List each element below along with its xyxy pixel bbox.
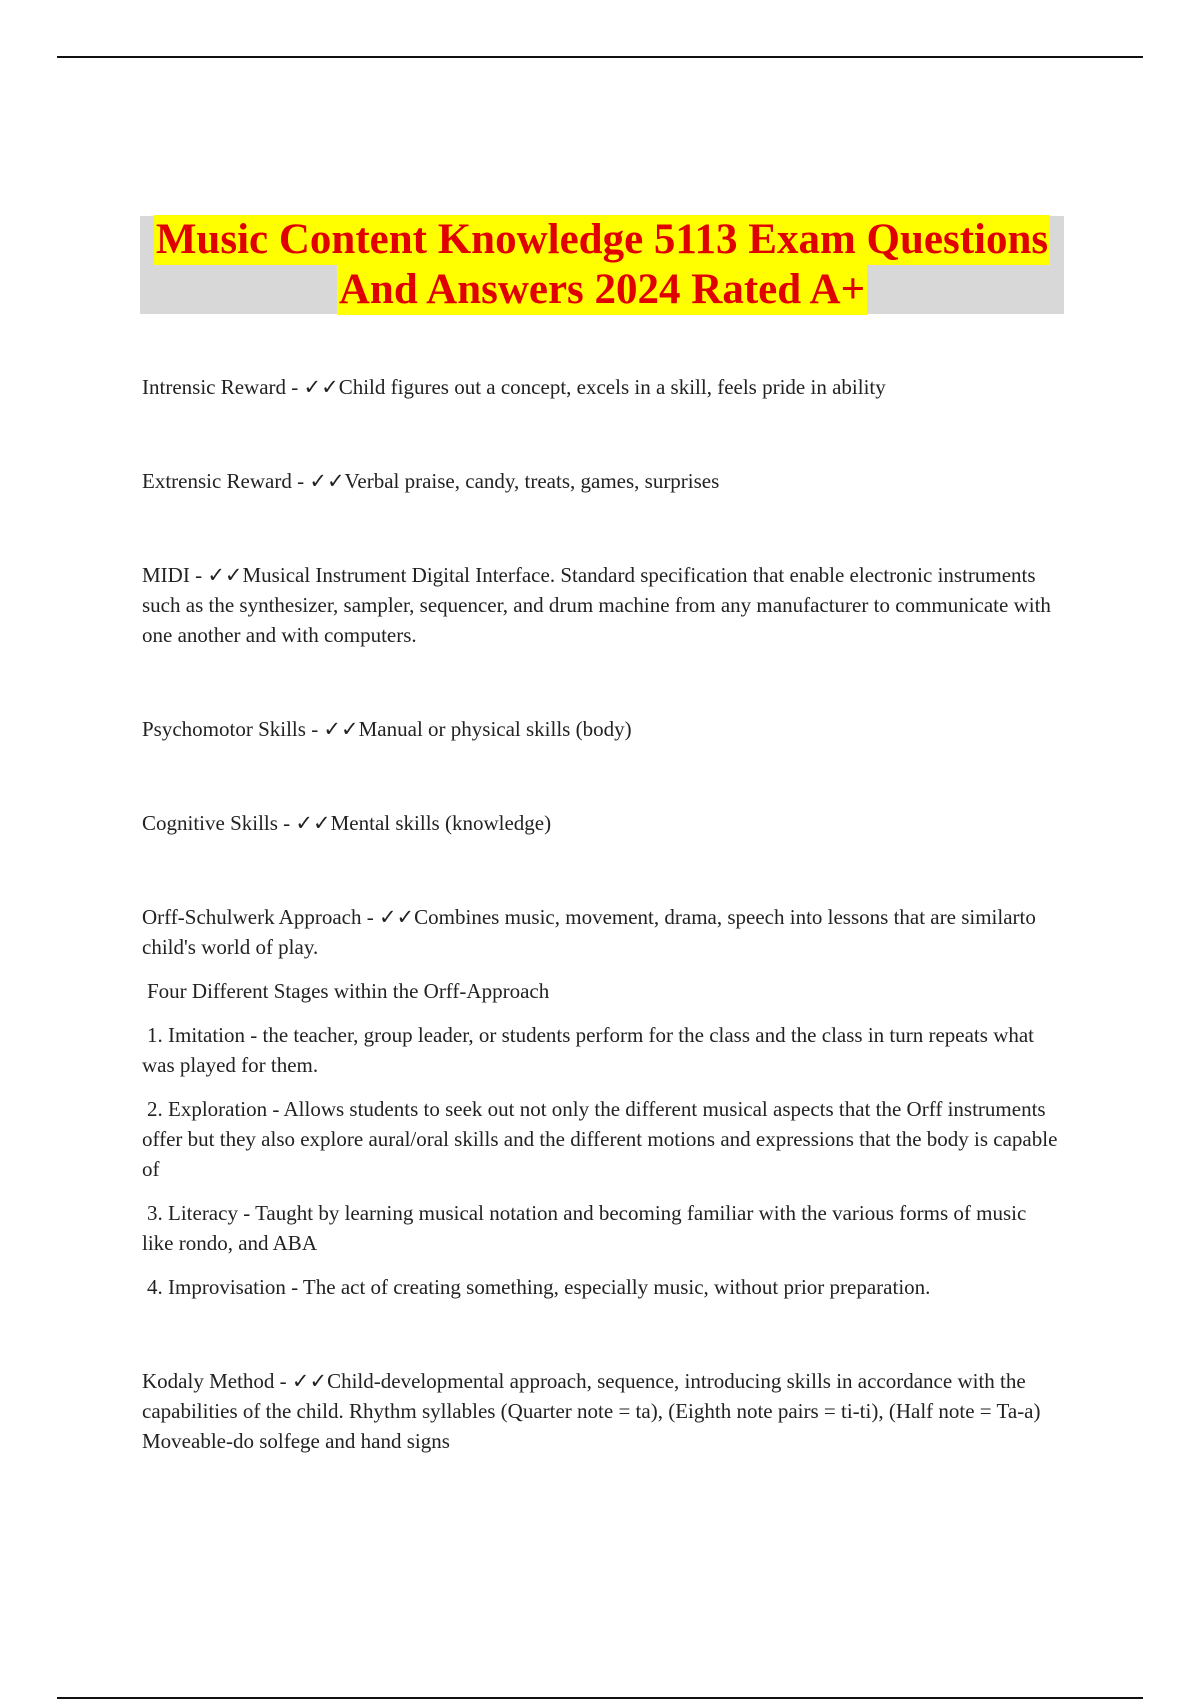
- entry-cognitive-skills: Cognitive Skills - ✓✓Mental skills (knowledge): [142, 811, 552, 835]
- orff-stage-imitation: 1. Imitation - the teacher, group leader, or students perform for the class and the class in turn repeats what was played for them.: [142, 1023, 1035, 1077]
- orff-stage-literacy: 3. Literacy - Taught by learning musical notation and becoming familiar with the various forms of music like rondo, and ABA: [142, 1201, 1027, 1255]
- entry-midi: MIDI - ✓✓Musical Instrument Digital Interface. Standard specification that enable electronic instruments such as the synthesizer, sampler, sequencer, and drum machine from any manufacturer to communicate with one another and with computers.: [142, 563, 1051, 647]
- title-line-2: And Answers 2024 Rated A+: [338, 266, 866, 313]
- entry-psychomotor-skills: Psychomotor Skills - ✓✓Manual or physical skills (body): [142, 717, 632, 741]
- orff-stage-improvisation: 4. Improvisation - The act of creating something, especially music, without prior preparation.: [147, 1275, 931, 1299]
- document-body: [142, 372, 1062, 1456]
- entry-extrinsic-reward: Extrensic Reward - ✓✓Verbal praise, candy, treats, games, surprises: [142, 469, 720, 493]
- title-box: [140, 216, 1064, 314]
- entry-kodaly-method: Kodaly Method - ✓✓Child-developmental approach, sequence, introducing skills in accordance with the capabilities of the child. Rhythm syllables (Quarter note = ta), (Eighth note pairs = ti-ti), (Half note = Ta-a) Moveable-do solfege and hand signs: [142, 1369, 1041, 1453]
- top-rule: [57, 56, 1143, 58]
- title-line-1: Music Content Knowledge 5113 Exam Questions: [155, 216, 1049, 263]
- orff-stages-title: Four Different Stages within the Orff-Approach: [147, 979, 550, 1003]
- entry-intrinsic-reward: Intrensic Reward - ✓✓Child figures out a concept, excels in a skill, feels pride in ability: [142, 375, 886, 399]
- orff-stage-exploration: 2. Exploration - Allows students to seek out not only the different musical aspects that the Orff instruments offer but they also explore aural/oral skills and the different motions and expressions that the body is capable of: [142, 1097, 1058, 1181]
- bottom-rule: [57, 1697, 1143, 1699]
- entry-orff-schulwerk: Orff-Schulwerk Approach - ✓✓Combines music, movement, drama, speech into lessons that are similarto child's world of play.: [142, 905, 1036, 959]
